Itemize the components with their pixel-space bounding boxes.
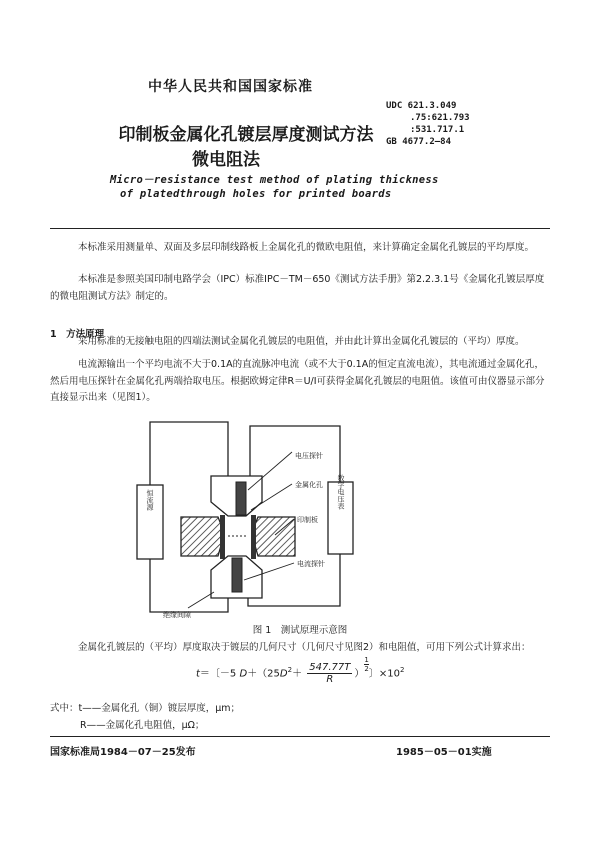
issued-date: 国家标准局1984－07－25发布 [50, 747, 196, 758]
title-en-line2: of platedthrough holes for printed boards [120, 188, 392, 200]
where-row-t: 式中：t——金属化孔（铜）镀层厚度，μm； [50, 703, 241, 714]
board-left [181, 517, 222, 556]
title-en-line1: Micro－resistance test method of plating thickness [110, 174, 439, 186]
lower-probe-core [232, 558, 242, 592]
label-voltmeter: 数字电压表 [337, 474, 345, 510]
udc-line: UDC 621.3.049 [386, 101, 457, 111]
thickness-formula: t＝〔－5 $D+(25D^2+$ $\frac{547.77T}{R}$ ） $\frac{1}{2}$ 〕$\times 10^2$ [196, 656, 405, 685]
label-printed-board: 印制板 [297, 516, 318, 524]
label-current-source: 恒流源 [146, 489, 154, 511]
label-current-probe: 电流探针 [297, 560, 325, 568]
gb-number: GB 4677.2—84 [386, 137, 452, 147]
section-paragraph-1: 采用标准的无接触电阻的四端法测试金属化孔镀层的电阻值，并由此计算出金属化孔镀层的（平均）厚度。 [78, 336, 525, 347]
upper-probe-core [236, 482, 246, 515]
intro-paragraph-1: 本标准采用测量单、双面及多层印制线路板上金属化孔的微欧电阻值，来计算确定金属化孔镀层的平均厚度。 [78, 242, 535, 253]
effective-date: 1985－05－01实施 [396, 747, 492, 758]
plated-wall-left [220, 515, 225, 559]
section-heading: 1 方法原理 [50, 329, 105, 340]
plated-wall-right [251, 515, 256, 559]
udc-line: :531.717.1 [410, 125, 465, 135]
formula-intro: 金属化孔镀层的（平均）厚度取决于镀层的几何尺寸（几何尺寸见图2）和电阻值，可用下列公式计算求出： [78, 642, 531, 653]
title-zh-line1: 印制板金属化孔镀层厚度测试方法 [118, 125, 374, 145]
footer-rule [50, 736, 550, 737]
where-row-r: R——金属化孔电阻值，μΩ； [80, 720, 205, 731]
label-insulation-gap: 绝缘间隙 [163, 611, 191, 619]
label-voltage-probe: 电压探针 [295, 452, 323, 460]
label-plated-hole: 金属化孔 [295, 481, 323, 489]
udc-line: .75:621.793 [410, 113, 470, 123]
figure-caption: 图 1 测试原理示意图 [252, 625, 348, 636]
standard-type: 中华人民共和国国家标准 [148, 79, 313, 95]
intro-paragraph-2: 本标准是参照美国印制电路学会（IPC）标准IPC－TM－650《测试方法手册》第2.2.3.1号《金属化孔镀层厚度的微电阻测试方法》制定的。 [50, 274, 545, 302]
title-zh-line2: 微电阻法 [192, 150, 260, 170]
section-paragraph-2: 电流源输出一个平均电流不大于0.1A的直流脉冲电流（或不大于0.1A的恒定直流电流），其电流通过金属化孔，然后用电压探针在金属化孔两端拾取电压。根据欧姆定律R＝U/I可获得金属化孔镀层的电阻值。该值可由仪器显示部分直接显示出来（见图1）。 [50, 359, 545, 403]
